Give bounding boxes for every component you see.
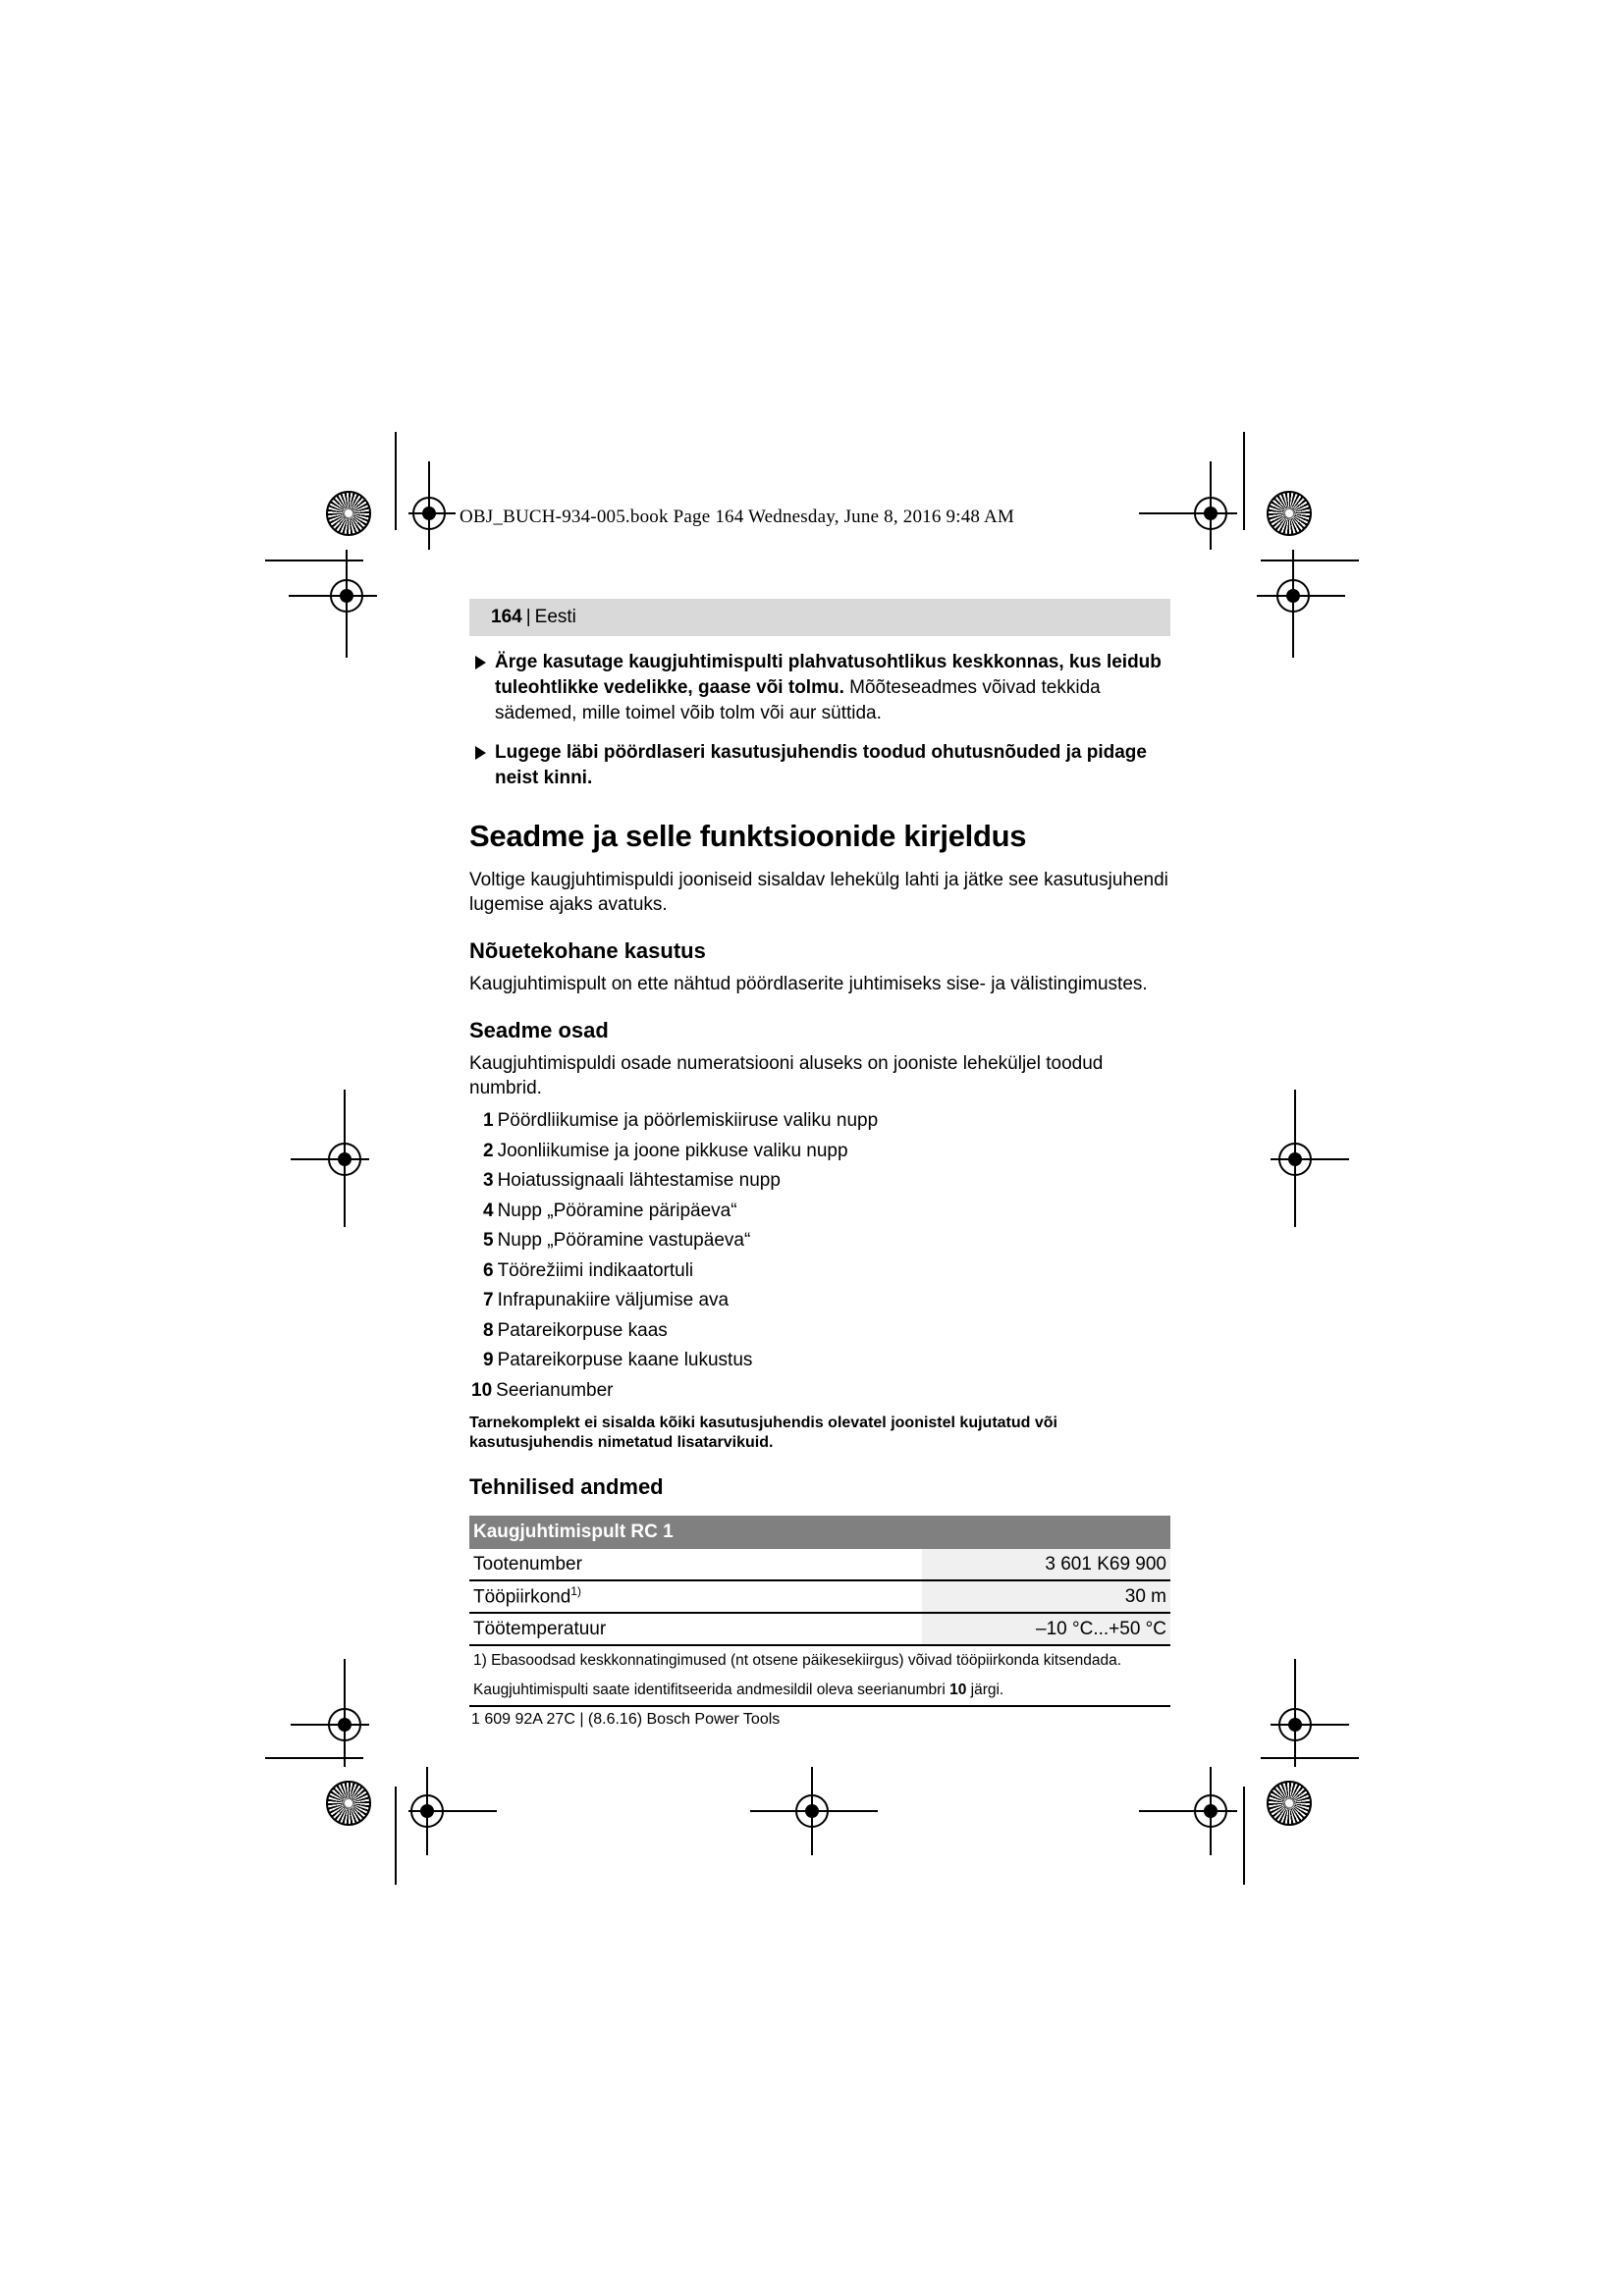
crop-line (1243, 432, 1245, 530)
registration-wheel-icon (326, 1781, 371, 1826)
crop-line (408, 512, 456, 514)
crop-line (1271, 1724, 1349, 1726)
list-item: 3 Hoiatussignaali lähtestamise nupp (483, 1170, 781, 1191)
spec-label: Tootenumber (469, 1549, 922, 1580)
page-number: 164 (491, 607, 522, 627)
footnote-ref: 1) (570, 1584, 581, 1599)
table-row (469, 1676, 1170, 1706)
crop-line (395, 1787, 397, 1885)
crop-line (291, 1158, 369, 1160)
crop-line (395, 432, 397, 530)
table-row (469, 1613, 1170, 1645)
spec-value: –10 °C...+50 °C (922, 1613, 1170, 1645)
list-item: 6 Töörežiimi indikaatortuli (483, 1259, 694, 1281)
crop-line (1243, 1787, 1245, 1885)
list-item: 7 Infrapunakiire väljumise ava (483, 1290, 730, 1310)
book-file-header: OBJ_BUCH-934-005.book Page 164 Wednesday, June 8, 2016 9:48 AM (460, 507, 1015, 527)
warning-bold-text: Lugege läbi pöördlaseri kasutusjuhendis toodud ohutusnõuded ja pidage neist kinni. (495, 742, 1147, 788)
crop-line (1139, 1810, 1237, 1812)
registration-wheel-icon (1267, 491, 1312, 536)
header-separator: | (525, 607, 531, 627)
crop-line (1261, 1757, 1359, 1759)
parts-list (469, 1106, 1170, 1406)
intended-use-text: Kaugjuhtimispult on ette nähtud pöördlaserite juhtimiseks sise- ja välistingimustes. (469, 974, 1148, 994)
table-header: Kaugjuhtimispult RC 1 (469, 1516, 1170, 1549)
crop-line (289, 595, 377, 597)
list-item: 9 Patareikorpuse kaane lukustus (483, 1350, 753, 1370)
warning-text: Mõõteseadmes võivad tekkida sädemed, mille toimel võib tolm või aur süttida. (495, 677, 1101, 723)
page-header-bar (469, 599, 1170, 636)
spec-label: Töötemperatuur (469, 1613, 922, 1645)
crop-line (428, 461, 430, 550)
parts-title: Seadme osad (469, 1018, 609, 1042)
crop-line (346, 550, 348, 658)
table-row (469, 1580, 1170, 1613)
safety-warning (469, 650, 1170, 726)
warning-bold-text: Ärge kasutage kaugjuhtimispulti plahvatusohtlikus keskkonnas, kus leidub tuleohtlikke vedelikke, gaase või tolmu. (495, 652, 1162, 698)
intro-paragraph: Voltige kaugjuhtimispuldi jooniseid sisaldav lehekülg lahti ja jätke see kasutusjuhendi lugemise ajaks avatuks. (469, 870, 1168, 915)
page-content (469, 599, 1170, 1707)
table-row (469, 1645, 1170, 1676)
crop-line (408, 1810, 497, 1812)
crop-line (291, 1724, 369, 1726)
serial-note: Kaugjuhtimispulti saate identifitseerida andmesildil oleva seerianumbri 10 järgi. (469, 1676, 1170, 1706)
list-item: 2 Joonliikumise ja joone pikkuse valiku nupp (483, 1140, 848, 1161)
table-row (469, 1549, 1170, 1580)
spec-label: Tööpiirkond$^{1)}$ (469, 1580, 922, 1613)
safety-warning (469, 740, 1170, 791)
crop-line (1271, 1158, 1349, 1160)
crop-line (811, 1767, 813, 1855)
spec-value: 30 m (922, 1580, 1170, 1613)
parts-intro: Kaugjuhtimispuldi osade numeratsiooni aluseks on jooniste leheküljel toodud numbrid. (469, 1053, 1104, 1098)
registration-wheel-icon (326, 491, 371, 536)
list-item: 5 Nupp „Pööramine vastupäeva“ (483, 1230, 751, 1251)
spec-table (469, 1516, 1170, 1707)
crop-line (750, 1810, 878, 1812)
crop-line (1257, 595, 1345, 597)
list-item: 8 Patareikorpuse kaas (483, 1319, 668, 1341)
crop-line (426, 1767, 428, 1855)
bullet-triangle-icon (475, 746, 486, 760)
tech-title: Tehnilised andmed (469, 1474, 664, 1499)
registration-wheel-icon (1267, 1781, 1312, 1826)
footnote: 1) Ebasoodsad keskkonnatingimused (nt otsene päikesekiirgus) võivad tööpiirkonda kitsendada. (473, 1652, 1122, 1669)
page-footer: 1 609 92A 27C | (8.6.16) Bosch Power Tools (471, 1711, 781, 1728)
bullet-triangle-icon (475, 656, 486, 669)
spec-value: 3 601 K69 900 (922, 1549, 1170, 1580)
page-language: Eesti (534, 607, 576, 627)
crop-line (1139, 512, 1237, 514)
intended-use-title: Nõuetekohane kasutus (469, 938, 706, 963)
section-title: Seadme ja selle funktsioonide kirjeldus (469, 819, 1027, 853)
crop-line (1261, 560, 1359, 561)
crop-line (1292, 550, 1294, 658)
list-item: 10 Seerianumber (471, 1379, 614, 1401)
crop-line (265, 560, 363, 561)
list-item: 1 Pöördliikumise ja pöörlemiskiiruse valiku nupp (483, 1110, 879, 1131)
table-header-row (469, 1516, 1170, 1549)
list-item: 4 Nupp „Pööramine päripäeva“ (483, 1200, 737, 1221)
crop-line (1210, 1767, 1212, 1855)
delivery-note: Tarnekomplekt ei sisalda kõiki kasutusjuhendis olevatel joonistel kujutatud või kasutusjuhendis nimetatud lisatarvikuid. (469, 1415, 1057, 1451)
crop-line (1210, 461, 1212, 550)
crop-line (265, 1757, 363, 1759)
